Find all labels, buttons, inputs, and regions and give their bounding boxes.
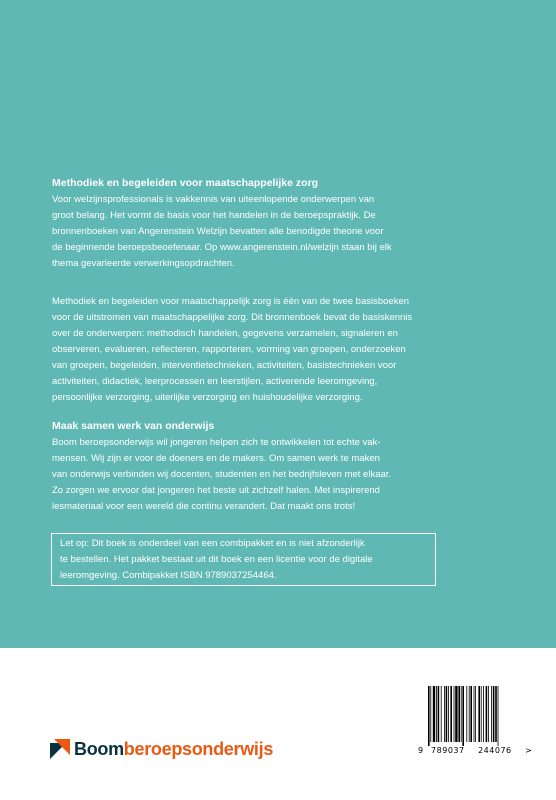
barcode-bar bbox=[428, 686, 430, 746]
barcode-bar bbox=[455, 686, 457, 742]
barcode-bar bbox=[478, 686, 480, 742]
barcode-bar bbox=[495, 686, 497, 742]
section3-line: lesmateriaal voor een wereld die continu verandert. Dat maakt ons trots! bbox=[52, 501, 356, 512]
barcode-group1: 789037 bbox=[431, 746, 465, 755]
barcode-bar bbox=[481, 686, 482, 742]
notice-line: leeromgeving. Combipakket ISBN 9789037254464. bbox=[60, 570, 277, 581]
barcode-bar bbox=[450, 686, 452, 742]
section2-line: observeren, evalueren, reflecteren, rapporteren, vorming van groepen, onderzoeken bbox=[52, 344, 406, 355]
barcode-bar bbox=[446, 686, 448, 742]
logo-sub-text: beroepsonderwijs bbox=[123, 738, 274, 759]
barcode-bar bbox=[462, 686, 464, 746]
logo-boom-text: Boom bbox=[74, 738, 124, 759]
barcode-bar bbox=[493, 686, 495, 742]
section2-line: persoonlijke verzorging, uiterlijke verzorging en huishoudelijke verzorging. bbox=[52, 392, 363, 403]
barcode-bar bbox=[454, 686, 455, 742]
barcode-bar bbox=[441, 686, 442, 742]
barcode-bar bbox=[470, 686, 472, 742]
isbn-barcode bbox=[418, 682, 533, 762]
section2-line: activiteiten, didactiek, leerprocessen en leerstijlen, activerende leeromgeving, bbox=[52, 376, 378, 387]
barcode-bar bbox=[458, 686, 460, 742]
barcode-bar bbox=[448, 686, 449, 742]
barcode-bar bbox=[430, 686, 431, 742]
barcode-bar bbox=[474, 686, 475, 742]
section3-line: mensen. Wij zijn er voor de doeners en de makers. Om samen werk te maken bbox=[52, 453, 380, 464]
barcode-bar bbox=[475, 686, 476, 742]
notice-line: te bestellen. Het pakket bestaat uit dit boek en een licentie voor de digitale bbox=[60, 554, 373, 565]
barcode-bar bbox=[436, 686, 437, 742]
barcode-bar bbox=[444, 686, 445, 742]
barcode-bar bbox=[433, 686, 435, 742]
barcode-bar bbox=[486, 686, 488, 742]
boom-beroepsonderwijs-logo bbox=[50, 737, 273, 761]
barcode-bar bbox=[461, 686, 462, 742]
section1-line: groot belang. Het vormt de basis voor het handelen in de beroepspraktijk. De bbox=[52, 210, 376, 221]
section3-line: van onderwijs verbinden wij docenten, studenten en het bedrijfsleven met elkaar. bbox=[52, 469, 392, 480]
section2-line: voor de uitstromen van maatschappelijke zorg. Dit bronnenboek bevat de basiskennis bbox=[52, 312, 413, 323]
barcode-bars bbox=[422, 686, 518, 746]
section2-line: over de onderwerpen: methodisch handelen, gegevens verzamelen, signaleren en bbox=[52, 328, 398, 339]
back-cover-text bbox=[52, 175, 452, 515]
logo-mark-icon bbox=[50, 739, 70, 759]
section3-heading: Maak samen werk van onderwijs bbox=[52, 420, 215, 432]
section1-line: de beginnende beroepsbeoefenaar. Op www.angerenstein.nl/welzijn staan bij elk bbox=[52, 242, 392, 253]
barcode-group2: 244076 bbox=[478, 746, 512, 755]
section3-line: Boom beroepsonderwijs wil jongeren helpen zich te ontwikkelen tot echte vak- bbox=[52, 437, 381, 448]
barcode-bar bbox=[491, 686, 492, 742]
notice-line: Let op: Dit boek is onderdeel van een combipakket en is niet afzonderlijk bbox=[60, 538, 365, 549]
barcode-arrow: > bbox=[525, 746, 533, 755]
barcode-bar bbox=[469, 686, 470, 742]
barcode-prefix: 9 bbox=[418, 746, 424, 755]
section1-heading: Methodiek en begeleiden voor maatschappelijke zorg bbox=[52, 177, 319, 189]
section1-line: Voor welzijnsprofessionals is vakkennis van uiteenlopende onderwerpen van bbox=[52, 194, 375, 205]
section2-line: van groepen, begeleiden, interventietechnieken, activiteiten, basistechnieken voor bbox=[52, 360, 397, 371]
section1-line: thema gevarieerde verwerkingsopdrachten. bbox=[52, 258, 235, 269]
section2-line: Methodiek en begeleiden voor maatschappelijk zorg is één van de twee basisboeken bbox=[52, 296, 410, 307]
section3-line: Zo zorgen we ervoor dat jongeren het beste uit zichzelf halen. Met inspirerend bbox=[52, 485, 380, 496]
barcode-number bbox=[418, 746, 533, 755]
barcode-bar bbox=[466, 686, 467, 742]
barcode-bar bbox=[488, 686, 489, 742]
barcode-bar bbox=[498, 686, 499, 746]
barcode-bar bbox=[483, 686, 484, 742]
barcode-bar bbox=[438, 686, 440, 742]
section1-line: bronnenboeken van Angerenstein Welzijn bevatten alle benodigde theorie voor bbox=[52, 226, 384, 237]
combipakket-notice bbox=[51, 533, 436, 586]
